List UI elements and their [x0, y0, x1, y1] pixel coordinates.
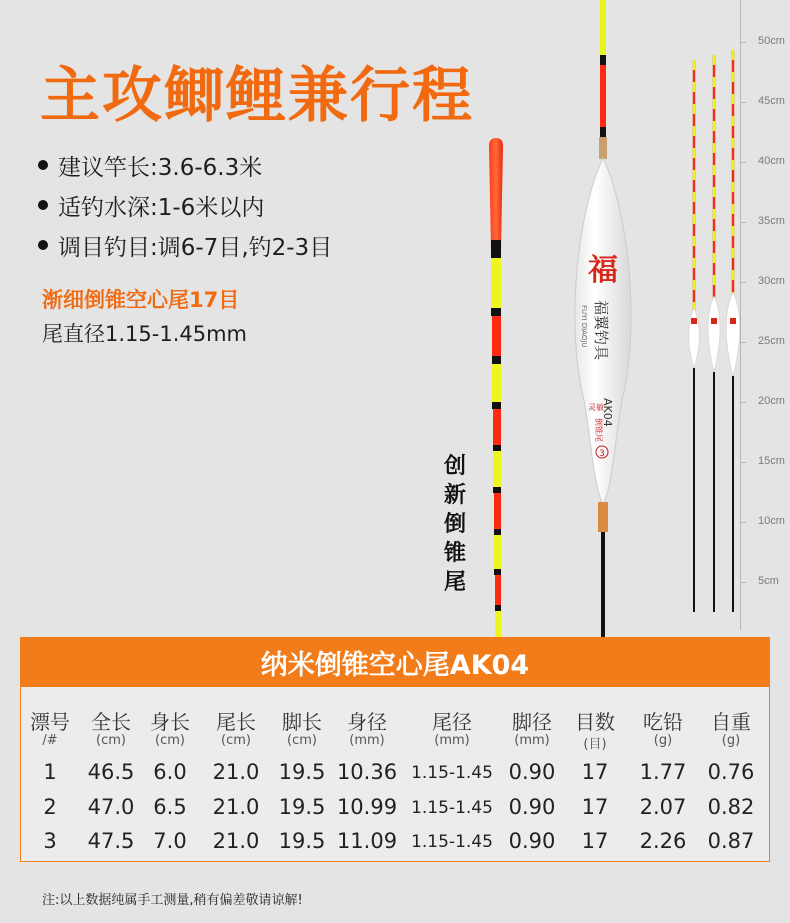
table-cell: 0.90 — [508, 760, 556, 784]
vertical-caption — [440, 452, 470, 597]
table-cell: 0.90 — [508, 829, 556, 853]
column-unit: (mm) — [514, 733, 550, 748]
float-number: 3 — [599, 449, 605, 459]
table-cell: 11.09 — [336, 829, 398, 853]
ruler-tick: 15cm — [758, 455, 785, 467]
table-cell: 19.5 — [278, 829, 326, 853]
column-header: 漂号 — [30, 710, 70, 734]
table-cell: 47.0 — [87, 795, 135, 819]
table-cell: 1.15-1.45 — [411, 798, 493, 818]
table-cell: 6.0 — [153, 760, 187, 784]
table-cell: 47.5 — [87, 829, 135, 853]
tag-sensitive: 灵敏 — [588, 403, 604, 412]
column-unit: /# — [42, 733, 58, 748]
column-unit: (mm) — [349, 733, 385, 748]
column-header: 吃铅 — [643, 710, 683, 734]
ruler-tick: 20cm — [758, 395, 785, 407]
table-cell: 10.99 — [336, 795, 398, 819]
bullet-text: 适钓水深:1-6米以内 — [58, 194, 265, 221]
table-title — [20, 637, 770, 687]
table-cell: 1.15-1.45 — [411, 832, 493, 852]
table-cell: 2.07 — [639, 795, 687, 819]
table-title-text: 纳米倒锥空心尾AK04 — [260, 649, 530, 681]
table-cell: 2 — [43, 795, 57, 819]
column-header: 脚径 — [512, 710, 552, 734]
column-header: 尾径 — [432, 710, 472, 734]
table-cell: 1.77 — [639, 760, 687, 784]
small-floats — [689, 50, 740, 612]
ruler-tick: 50cm — [758, 35, 785, 47]
table-cell: 17 — [581, 760, 609, 784]
vertical-char: 创 — [443, 454, 466, 479]
column-header: 全长 — [91, 710, 131, 734]
table-cell: 0.90 — [508, 795, 556, 819]
ruler-tick: 25cm — [758, 335, 785, 347]
table-cell: 0.87 — [707, 829, 755, 853]
table-cell: 21.0 — [212, 829, 260, 853]
length-ruler — [740, 0, 790, 630]
column-unit: (cm) — [155, 733, 185, 748]
bullet-text: 调目钓目:调6-7目,钓2-3目 — [58, 234, 333, 261]
column-header: 身长 — [150, 710, 190, 734]
table-cell: 10.36 — [336, 760, 398, 784]
table-cell: 17 — [581, 829, 609, 853]
tail-cap — [489, 138, 503, 250]
column-unit: (cm) — [96, 733, 126, 748]
brand-pinyin: FUYI DIAOJU — [580, 305, 588, 348]
column-header: 身径 — [347, 710, 387, 734]
column-unit: (mm) — [434, 733, 470, 748]
table-cell: 2.26 — [639, 829, 687, 853]
tag-tail: 倒锥尾 — [594, 418, 603, 442]
column-header: 目数 — [575, 710, 615, 734]
table-cell: 0.82 — [707, 795, 755, 819]
ruler-tick: 30cm — [758, 275, 785, 287]
page-title: 主攻鲫鲤兼行程 — [40, 61, 474, 131]
column-unit: (cm) — [221, 733, 251, 748]
vertical-char: 倒 — [443, 512, 466, 537]
feature-diameter: 尾直径1.15-1.45mm — [42, 322, 248, 346]
column-unit: (g) — [721, 733, 741, 748]
column-unit: (cm) — [287, 733, 317, 748]
ruler-tick: 35cm — [758, 215, 785, 227]
magnified-tail — [489, 138, 503, 638]
ruler-tick: 40cm — [758, 155, 785, 167]
brand-char: 福 — [588, 253, 618, 288]
brand-name: 福翼钓具 — [592, 300, 610, 361]
column-unit: (g) — [653, 733, 673, 748]
feature-tail: 渐细倒锥空心尾17目 — [42, 288, 240, 312]
vertical-char: 尾 — [443, 570, 466, 595]
table-cell: 46.5 — [87, 760, 135, 784]
table-cell: 0.76 — [707, 760, 755, 784]
table-cell: 19.5 — [278, 760, 326, 784]
table-cell: 21.0 — [212, 795, 260, 819]
column-unit: (目) — [583, 737, 607, 752]
column-header: 自重 — [711, 710, 751, 734]
table-cell: 17 — [581, 795, 609, 819]
table-cell: 1 — [43, 760, 57, 784]
column-header: 尾长 — [216, 710, 256, 734]
table-cell: 1.15-1.45 — [411, 763, 493, 783]
table-cell: 3 — [43, 829, 57, 853]
column-header: 脚长 — [282, 710, 322, 734]
ruler-tick: 10cm — [758, 515, 785, 527]
vertical-char: 锥 — [443, 541, 466, 566]
bullet-text: 建议竿长:3.6-6.3米 — [58, 154, 263, 181]
ruler-tick: 5cm — [758, 575, 779, 587]
model-label: AK04 — [601, 398, 614, 427]
ruler-line — [740, 0, 741, 630]
footnote: 注:以上数据纯属手工测量,稍有偏差敬请谅解! — [42, 893, 303, 908]
table-cell: 6.5 — [153, 795, 187, 819]
table-cell: 19.5 — [278, 795, 326, 819]
table-cell: 21.0 — [212, 760, 260, 784]
ruler-tick: 45cm — [758, 95, 785, 107]
vertical-char: 新 — [443, 483, 466, 508]
table-cell: 7.0 — [153, 829, 187, 853]
